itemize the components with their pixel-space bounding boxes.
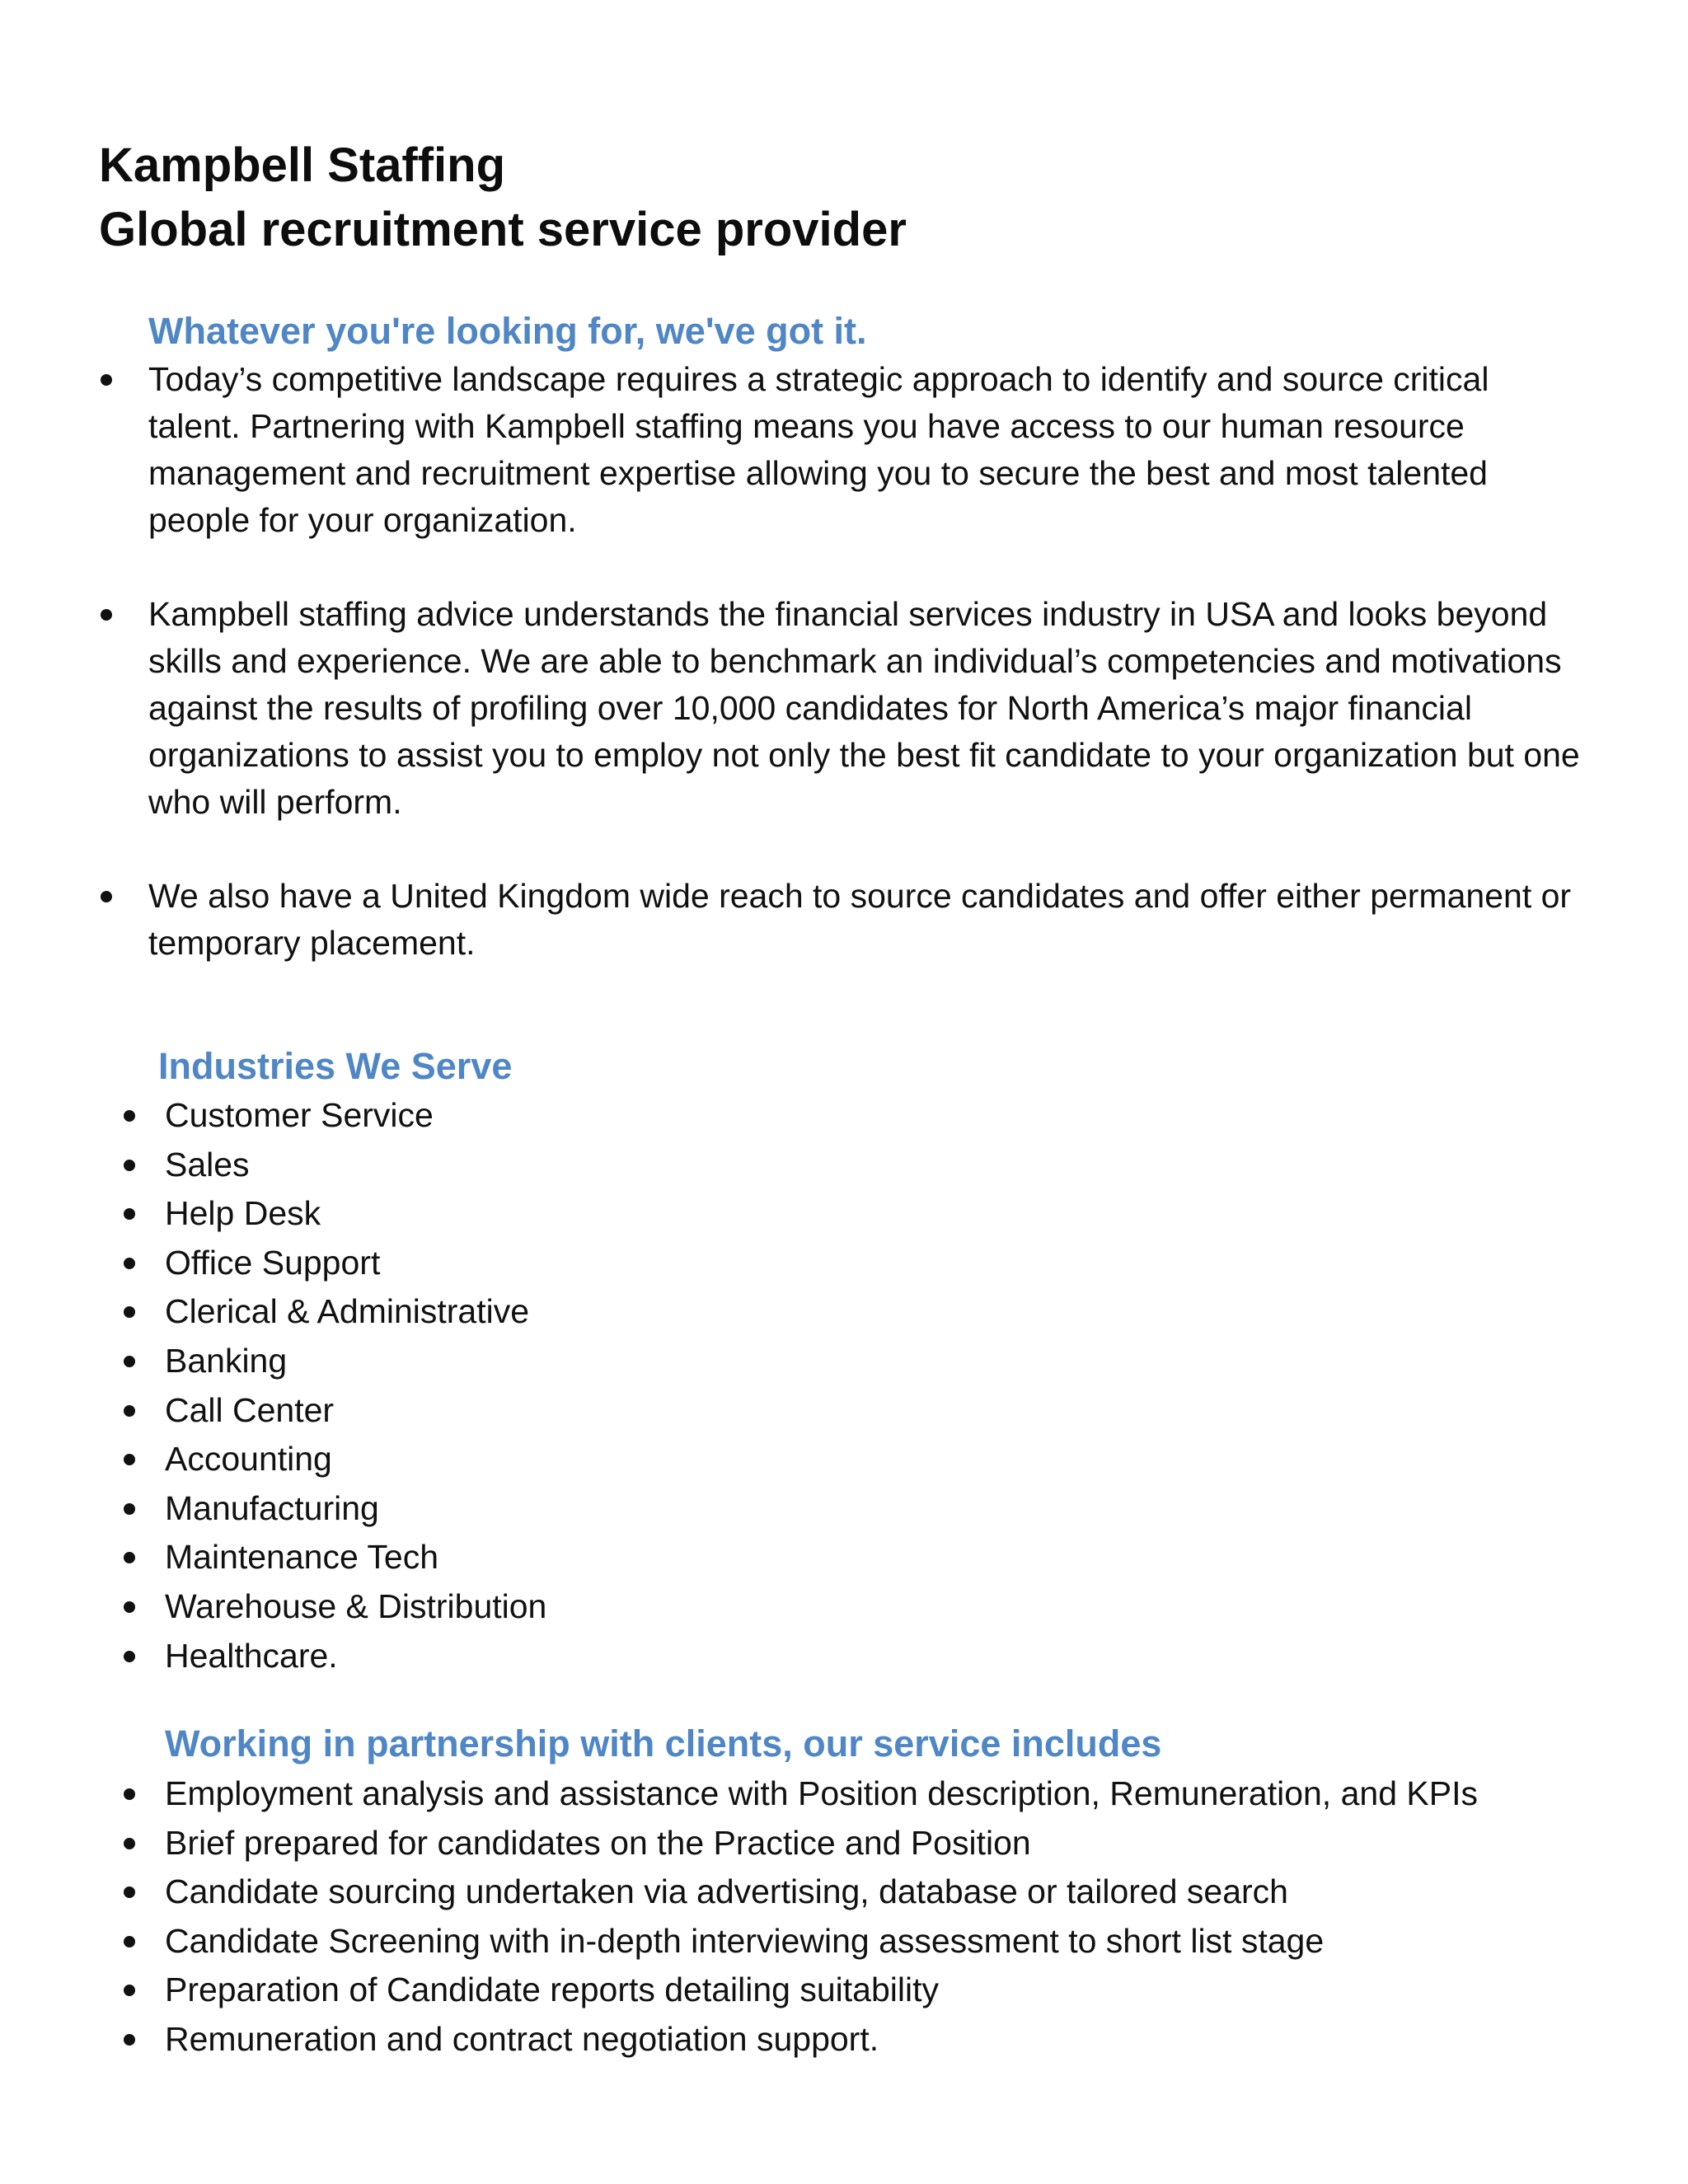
list-item: Candidate sourcing undertaken via advertising, database or tailored search — [165, 1868, 1478, 1917]
bullet-icon — [124, 1208, 135, 1220]
list-item: Help Desk — [165, 1189, 546, 1239]
list-item: Accounting — [165, 1435, 546, 1484]
bullet-icon — [124, 1886, 135, 1898]
bullet-icon — [101, 374, 112, 386]
list-item: Maintenance Tech — [165, 1533, 546, 1582]
list-item: Employment analysis and assistance with Position description, Remuneration, and KPIs — [165, 1769, 1478, 1819]
bullet-icon — [124, 1356, 135, 1367]
bullet-icon — [124, 1258, 135, 1269]
bullet-icon — [124, 1160, 135, 1171]
intro-paragraph-text: We also have a United Kingdom wide reach to source candidates and offer either permanent or temporary placement. — [148, 877, 1572, 962]
bullet-icon — [124, 1306, 135, 1318]
list-item: Manufacturing — [165, 1484, 546, 1534]
bullet-icon — [124, 1838, 135, 1849]
list-item: Remuneration and contract negotiation support. — [165, 2015, 1478, 2064]
list-item: Call Center — [165, 1386, 546, 1436]
list-item: Sales — [165, 1141, 546, 1190]
bullet-icon — [124, 1936, 135, 1947]
list-item: Office Support — [165, 1239, 546, 1288]
services-list — [165, 1769, 1478, 2064]
intro-paragraph — [148, 356, 1587, 544]
list-item: Healthcare. — [165, 1632, 546, 1681]
bullet-icon — [124, 2034, 135, 2046]
industries-heading: Industries We Serve — [158, 1045, 513, 1087]
bullet-icon — [124, 1651, 135, 1662]
company-name: Kampbell Staffing — [99, 138, 506, 192]
intro-heading: Whatever you're looking for, we've got it. — [148, 310, 867, 352]
list-item: Preparation of Candidate reports detailing suitability — [165, 1966, 1478, 2015]
bullet-icon — [124, 1110, 135, 1122]
bullet-icon — [101, 891, 112, 902]
list-item: Customer Service — [165, 1091, 546, 1141]
bullet-icon — [101, 609, 112, 621]
bullet-icon — [124, 1503, 135, 1515]
bullet-icon — [124, 1788, 135, 1800]
list-item: Candidate Screening with in-depth interviewing assessment to short list stage — [165, 1917, 1478, 1966]
intro-paragraph — [148, 873, 1587, 967]
industries-list — [165, 1091, 546, 1680]
document-title-block — [99, 134, 1582, 262]
intro-paragraph-list — [148, 356, 1587, 1014]
bullet-icon — [124, 1454, 135, 1465]
intro-paragraph-text: Kampbell staffing advice understands the financial services industry in USA and looks beyond skills and experience. We are able to benchmark an individual’s competencies and motivations against the results of profiling over 10,000 candidates for North America’s major financial organizations to assist you to employ not only the best fit candidate to your organization but one who will perform. — [148, 595, 1580, 821]
bullet-icon — [124, 1552, 135, 1563]
list-item: Brief prepared for candidates on the Practice and Position — [165, 1819, 1478, 1868]
bullet-icon — [124, 1405, 135, 1417]
list-item: Banking — [165, 1337, 546, 1386]
list-item: Warehouse & Distribution — [165, 1582, 546, 1632]
bullet-icon — [124, 1601, 135, 1613]
intro-paragraph-text: Today’s competitive landscape requires a strategic approach to identify and source critical talent. Partnering with Kampbell staffing means you have access to our human resource management and recruitment expertise allowing you to secure the best and most talented people for your organization. — [148, 360, 1489, 539]
list-item: Clerical & Administrative — [165, 1287, 546, 1337]
services-heading: Working in partnership with clients, our service includes — [165, 1722, 1162, 1765]
intro-paragraph — [148, 591, 1587, 826]
company-tagline: Global recruitment service provider — [99, 203, 907, 256]
bullet-icon — [124, 1985, 135, 1996]
